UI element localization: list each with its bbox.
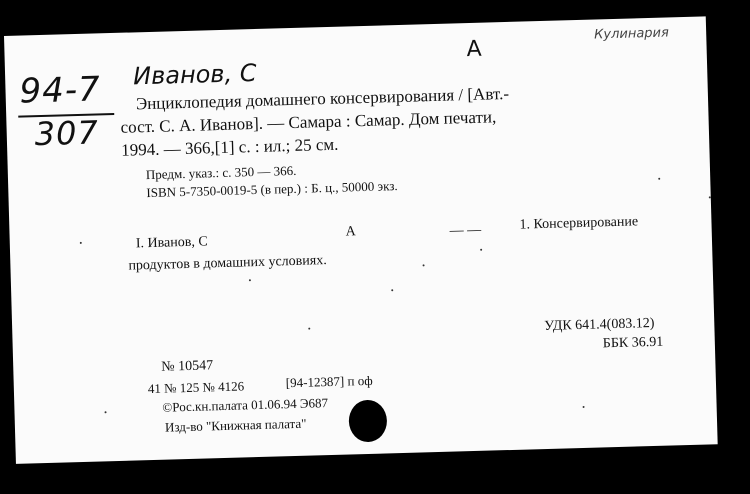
tracing-letter: А [345,224,356,240]
tracing-dashes: — — [449,222,482,239]
handwritten-corner-note: Кулинария [593,25,670,43]
registry-order: [94-12387] п оф [285,372,373,391]
entry-title-line2: сост. С. А. Иванов]. — Самара : Самар. Дом печати, [120,107,497,137]
call-number-bottom: 307 [34,113,100,154]
entry-title-line3: 1994. — 366,[1] с. : ил.; 25 см. [120,134,339,160]
udk-code: УДК 641.4(083.12) [544,315,655,335]
handwritten-letter: А [466,36,482,63]
ink-blot [348,399,387,442]
catalog-card [4,16,718,463]
book-chamber-stamp: ©Рос.кн.палата 01.06.94 Э687 [162,395,329,415]
entry-isbn: ISBN 5-7350-0019-5 (в пер.) : Б. ц., 50000 экз. [146,178,398,201]
tracing-subject: 1. Консервирование [519,214,639,233]
handwritten-author: Иванов, С [132,58,257,91]
bbk-code: ББК 36.91 [602,334,664,352]
entry-index-note: Предм. указ.: с. 350 — 366. [145,162,297,183]
entry-title-line1: Энциклопедия домашнего консервирования / [Авт.- [135,83,510,114]
registry-number: № 10547 [161,358,214,375]
call-number-top: 94-7 [18,69,102,112]
tracing-author: I. Иванов, С [135,234,208,252]
tracing-subject-cont: продуктов в домашних условиях. [128,253,327,274]
publisher-line: Изд-во "Книжная палата" [164,415,307,435]
scan-border-bottom [0,470,750,494]
registry-line2: 41 № 125 № 4126 [147,378,245,397]
